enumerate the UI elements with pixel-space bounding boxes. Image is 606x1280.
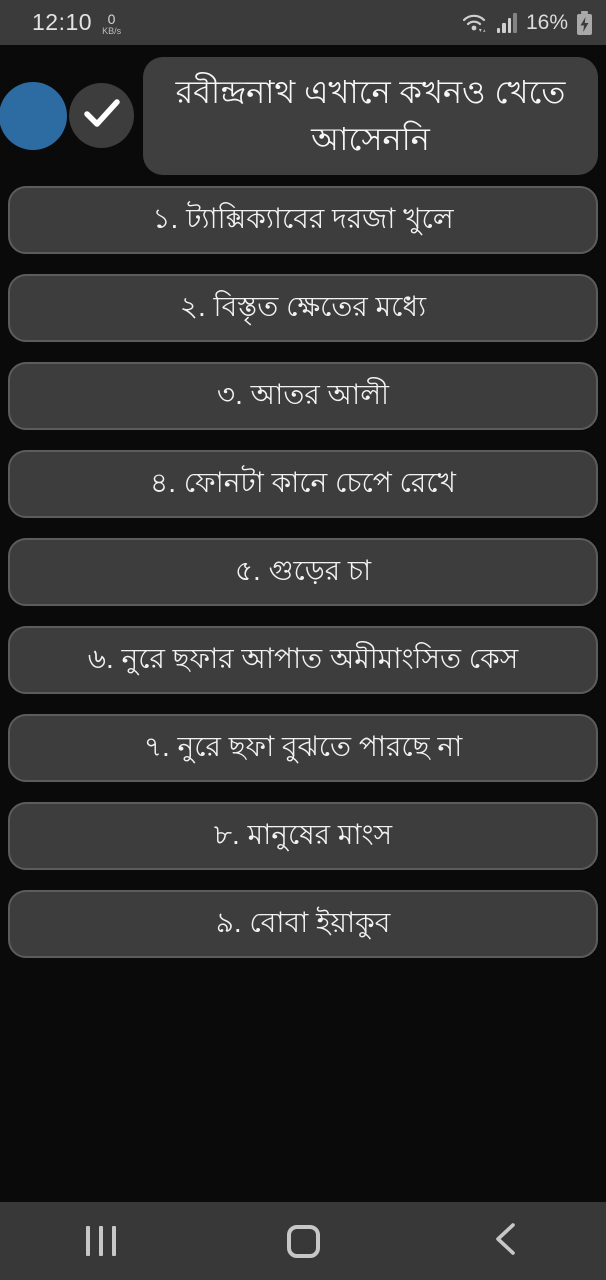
chapter-item-3[interactable]: ৩. আতর আলী <box>8 362 598 430</box>
chapter-list <box>0 186 606 958</box>
chapter-item-1[interactable]: ১. ট্যাক্সিক্যাবের দরজা খুলে <box>8 186 598 254</box>
status-bar-right <box>462 11 592 35</box>
network-speed-value: 0 <box>107 10 116 27</box>
check-button[interactable] <box>69 83 134 148</box>
header <box>0 45 606 186</box>
clock: 12:10 <box>32 9 93 35</box>
checkmark-icon <box>83 98 121 133</box>
chapter-item-9[interactable]: ৯. বোবা ইয়াকুব <box>8 890 598 958</box>
cellular-signal-icon <box>497 13 517 33</box>
home-button[interactable] <box>202 1202 404 1280</box>
back-button[interactable] <box>404 1202 606 1280</box>
chapter-item-8[interactable]: ৮. মানুষের মাংস <box>8 802 598 870</box>
battery-percent: 16% <box>525 10 568 34</box>
chapter-item-7[interactable]: ৭. নুরে ছফা বুঝতে পারছে না <box>8 714 598 782</box>
recents-button[interactable] <box>0 1202 202 1280</box>
home-icon <box>287 1225 320 1258</box>
wifi-traffic-icon <box>462 12 488 34</box>
back-icon <box>493 1222 517 1261</box>
chapter-item-5[interactable]: ৫. গুড়ের চা <box>8 538 598 606</box>
network-speed-indicator <box>102 12 121 36</box>
chapter-item-2[interactable]: ২. বিস্তৃত ক্ষেতের মধ্যে <box>8 274 598 342</box>
status-bar-left <box>32 9 121 36</box>
recents-icon <box>86 1226 116 1256</box>
book-title-card[interactable] <box>143 57 598 175</box>
chapter-item-6[interactable]: ৬. নুরে ছফার আপাত অমীমাংসিত কেস <box>8 626 598 694</box>
blue-circle-avatar[interactable] <box>0 82 67 150</box>
chapter-item-4[interactable]: ৪. ফোনটা কানে চেপে রেখে <box>8 450 598 518</box>
book-title: রবীন্দ্রনাথ এখানে কখনও খেতে আসেননি <box>175 74 566 157</box>
network-speed-unit: KB/s <box>102 25 122 36</box>
android-nav-bar <box>0 1202 606 1280</box>
battery-charging-icon <box>577 11 592 35</box>
status-bar <box>0 0 606 45</box>
